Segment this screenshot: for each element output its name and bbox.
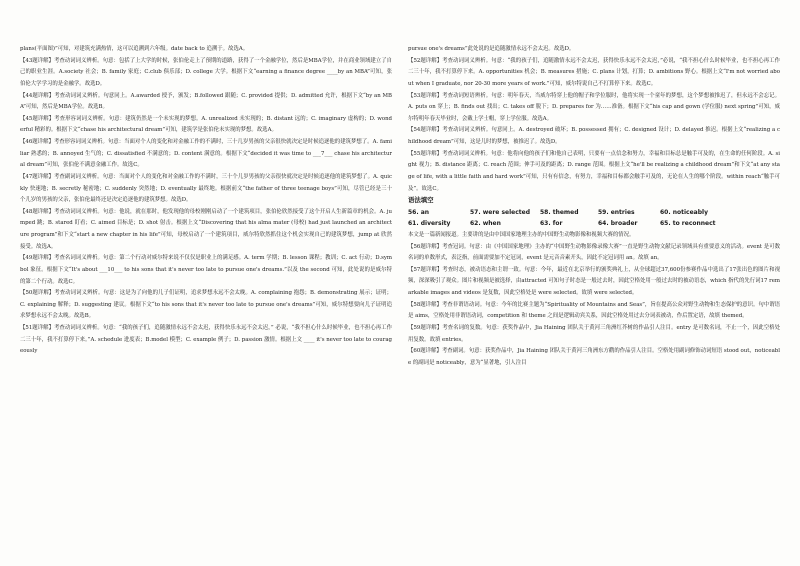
paragraph: 【60题详解】考查副词。句意：获奖作品中，Jia Haining 团队关于黄河三角洲东方鹳的作品引人注目。空格处用副词修饰动词短语 stood out，noticeable 的副词是 noticeably，意为“显著地，引人注目: [408, 348, 780, 366]
answer-item: 60. noticeably: [660, 208, 708, 216]
paragraph: 【48题详解】考查动词词义辨析。句意：他说，就在那时，他发现他的母校刚刚启动了一个建筑项目，张伯伦欣然接受了这个开启人生新篇章的机会。A. jumped 跳；B. stared 盯看；C. aimed 目标是；D. shot 射击。根据上文“Discovering that his alma mater (母校) had just launched an architecture program”和下文“start a new chapter in his life”可知，母校启动了一个建筑项目，威尔特欣然抓住这个机会实现自己的建筑梦想，jump at 欣然接受。故选A。: [20, 208, 392, 250]
answer-key: [408, 207, 780, 230]
paragraph: 【59题详解】考查名词的复数。句意：获奖作品中，Jia Haining 团队关于黄河三角洲红芥树的作品引人注目。entry 是可数名词，不止一个，因此空格处用复数。故填 entries。: [408, 324, 780, 343]
section-heading: 语法填空: [408, 196, 434, 205]
answer-item: 59. entries: [598, 208, 635, 216]
answer-item: 57. were selected: [470, 208, 531, 216]
paragraph: 【58题详解】考查非谓语动词。句意：今年的比赛主题为“Spirituality of Mountains and Seas”，旨在提高公众对野生动物和生态保护的意识。句中谓语是 aims，空格处用非谓语动词，competition 和 theme 之间是逻辑动宾关系，因此空格处用过去分词表被动，作后置定语，故填 themed。: [408, 301, 780, 320]
paragraph: 【51题详解】考查动词词义辨析。句意：“我的孩子们，追随激情永远不会太迟，获得快乐永远不会太迟，” 必说，“我不担心什么时候毕业，也不担心再工作二三十年，我不打算停下来。”A. schedule 进度表；B.model 模型；C. example 例子；D. passion 激情。根据上文 ____ it's never too late to courageously: [20, 325, 392, 355]
paragraph: 【47题详解】考查副词词义辨析。句意：当面对个人的变化和对金融工作的不满时，三十个儿岁男孩的父亲很快就决定是时候追逐他的建筑梦想了。A. quickly 快速地；B. secretly 秘密地；C. suddenly 突然地；D. eventually 最终地。根据前文“the father of three teenage boys”可知，尽管已经是三十个儿岁的男孩的父亲，张伯伦最终还是决定追逐他的建筑梦想。故选D。: [20, 173, 392, 204]
paragraph: 【54题详解】考查动词词义辨析。句意同上。A. destroyed 破坏；B. possessed 拥有；C. designed 设计；D. delayed 推迟。根据上文“realizing a childhood dream”可知，这是儿时的梦想，被推迟了。故选D。: [408, 127, 780, 145]
paragraph: 【56题详解】考查冠词。句意：由《中国国家地理》主办的“中国野生动物影像录像大赛”一直是野生动物文献记录领域具有重要意义的活动。event 是可数名词的单数形式，表泛指，前面需要加不定冠词，event 是元音音素开头，因此不定冠词用 an。故填 an。: [408, 243, 780, 262]
paragraph: 【44题详解】考查动词词义辨析。句意同上。A.awarded 授予，颁发；B.followed 跟随；C. provided 提供；D. admitted 允许，根据下文“by an MBA”可知，然后是MBA学位。故选B。: [20, 92, 392, 111]
answer-item: 64. broader: [598, 220, 638, 228]
paragraph: 【53题详解】考查动词短语辨析。句意：明年春天，当威尔特穿上他的帽子和学位服时，他将实现一个童年的梦想，这个梦想被推迟了，但永远不会忘记。A. puts on 穿上；B. finds out 找出；C. takes off 脱下；D. prepares for 为……准备。根据下文“his cap and gown (学位服) next spring”可知，威尔特明年春天毕业时，会戴上学士帽，穿上学位服。故选A。: [408, 92, 780, 122]
right-column: [408, 44, 780, 369]
paragraph: 【45题详解】考查形容词词义辨析。句意：建筑仍然是一个未实现的梦想。A. unrealized 未实现的；B. distant 远的；C. imaginary 虚构的；D. wonderful 精彩的。根据下文“chase his architectural dream”可知，建筑学是张伯伦未实现的梦想。故选A。: [20, 115, 392, 134]
paragraph: 【46题详解】考查形容词词义辨析。句意：当面对个人的变化和对金融工作的不满时，三十几岁男孩的父亲很快就决定是时候追逐他的建筑梦想了。A. familiar 熟悉的；B. annoyed 生气的；C. dissatisfied 不满意的；D. content 满意的。根据下文“decided it was time to ___7___ chase his architectural dream”可知，张伯伦不满意金融工作。故选C。: [20, 139, 392, 169]
left-column: [20, 44, 392, 358]
answer-item: 63. for: [540, 220, 563, 228]
paragraph: 【43题详解】考查动词词义辨析。句意：包括了上大学的时候，张伯伦走上了预期的道路，获得了一个金融学位，然后是MBA学位，并在商业领域建立了自己的职业生涯。A.society 社会；B. family 家庭；C.club 俱乐部；D. college 大学。根据下文“earning a finance degree ____by an MBA”可知，张伯伦大学学习的是金融学。故选D。: [20, 57, 392, 87]
answer-item: 65. to reconnect: [660, 220, 716, 228]
paragraph: 【55题详解】考查动词词义辨析。句意：他将向他的孩子们和他自己表明，只要有一点信念和努力，幸福和目标总是触手可及的，在生命的任何阶段。A. sight 视力；B. distance 距离；C. reach 范围；伸手可及的距离；D. range 范围。根据上文“he'll be realizing a childhood dream”和下文“at any stage of life, with a little faith and hard work”可知，只有有信念，有努力，幸福和目标都会触手可及的，无论在人生的哪个阶段。within reach“触手可及”。故选C。: [408, 150, 780, 192]
answer-item: 58. themed: [540, 208, 579, 216]
paragraph: pursue one's dreams”此处说的是追随激情永远不会太迟。故选D。: [408, 46, 575, 52]
answer-item: 61. diversity: [408, 220, 451, 228]
paragraph: plans(平面图)”可知，对建筑充满热情，这可以追溯到六年级。date back to 追溯于。故选A。: [20, 46, 249, 52]
answer-item: 56. an: [408, 208, 430, 216]
answer-item: 62. when: [470, 220, 501, 228]
paragraph: 【57题详解】考查时态，被动语态和主谓一致。句意：今年，最近在北京举行的颁奖典礼上，从全球超过37,600份参赛作品中选出了17张出色的图片和视频，深深吸引了观众。图片和视频是被选择，由attracted 可知句子时态是一般过去时，因此空格处用一般过去时的被动语态，which 指代的先行词17 remarkable images and videos 是复数，因此空格处是 were selected。故填 were selected。: [408, 266, 780, 297]
paragraph: 【49题详解】考查名词词义辨析。句意：第二个行动对威尔特来说不仅仅是职业上的满足感。A. term 学期；B. lesson 课程；教训；C. act 行动；D.symbol 象征。根据下文“It's about ___10___ to his sons that it's never too late to pursue one's dreams.”以及 the second 可知，此处说的是威尔特的第二个行动。故选C。: [20, 255, 392, 285]
paragraph: 【50题详解】考查动词词义辨析。句意：这是为了向他的儿子们证明，追求梦想永远不会太晚。A. complaining 抱怨；B. demonstrating 展示；证明；C. explaining 解释；D. suggesting 建议。根据下文“to his sons that it's never too late to pursue one's dreams”可知，威尔特想要向儿子证明追求梦想永远不会太晚。故选B。: [20, 290, 392, 320]
paragraph: 【52题详解】考查动词词义辨析。句意：“我的孩子们，追随激情永远不会太迟，获得快乐永远不会太迟，”必说，“我不担心什么时候毕业，也不担心再工作二三十年，我不打算停下来。A. opportunities 机会；B. measures 措施；C. plans 计划，打算；D. ambitions 野心。根据上文“I'm not worried about when I graduate, nor 20-30 more years of work.”可知，威尔特说自己不打算停下来。故选C。: [408, 57, 780, 87]
paragraph: 本文是一篇新闻报道。主要讲的是由中国国家地理主办的中国野生动物影像和视频大赛的情况。: [408, 231, 635, 238]
